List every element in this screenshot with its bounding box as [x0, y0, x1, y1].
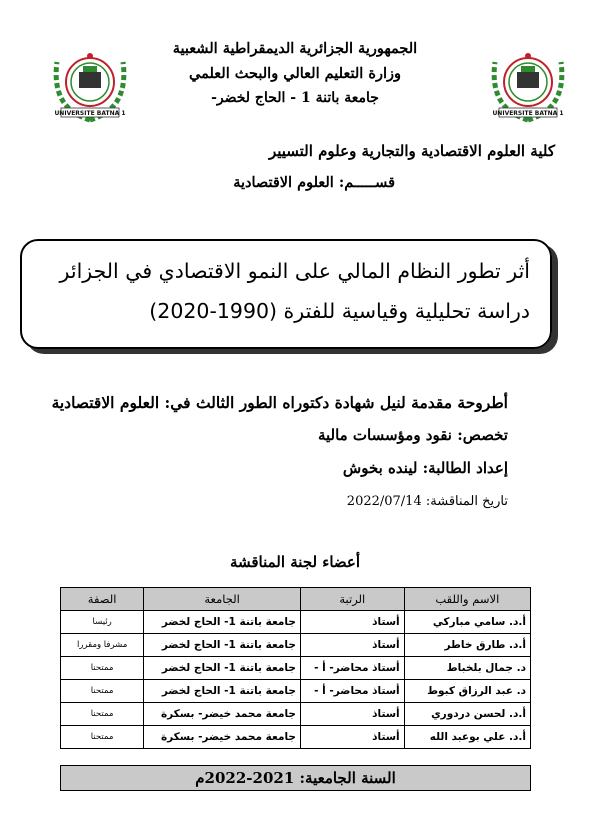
- republic-title: الجمهورية الجزائرية الديمقراطية الشعبية: [172, 40, 418, 57]
- member-name: د. جمال بلخباط: [404, 657, 530, 680]
- member-name: د. عبد الرزاق كبوط: [404, 680, 530, 703]
- academic-year: السنة الجامعية: 2021-2022م: [60, 765, 531, 791]
- column-header-role: الصفة: [61, 588, 144, 611]
- thesis-specialty: تخصص: نقود ومؤسسات مالية: [317, 426, 508, 444]
- defense-date: تاريخ المناقشة: 2022/07/14: [346, 494, 508, 509]
- member-rank: أستاذ: [300, 726, 404, 749]
- thesis-author: إعداد الطالبة: لينده بخوش: [342, 459, 508, 477]
- member-rank: أستاذ محاضر- أ -: [300, 680, 404, 703]
- table-row: [61, 657, 531, 680]
- department-name: قســـــم: العلوم الاقتصادية: [233, 174, 395, 191]
- column-header-name: الاسم واللقب: [404, 588, 530, 611]
- member-rank: أستاذ: [300, 634, 404, 657]
- member-role: ممتحنا: [61, 680, 144, 703]
- member-rank: أستاذ: [300, 611, 404, 634]
- table-header-row: [61, 588, 531, 611]
- logo-text: UNIVERSITE BATNA 1: [54, 110, 126, 117]
- member-role: مشرفا ومقررا: [61, 634, 144, 657]
- member-role: ممتحنا: [61, 657, 144, 680]
- member-university: جامعة محمد خيضر- بسكرة: [144, 703, 301, 726]
- svg-text:UNIVERSITE BATNA 1: UNIVERSITE BATNA 1: [492, 110, 564, 117]
- member-university: جامعة محمد خيضر- بسكرة: [144, 726, 301, 749]
- member-role: ممتحنا: [61, 703, 144, 726]
- member-rank: أستاذ: [300, 703, 404, 726]
- ministry-title: وزارة التعليم العالي والبحث العلمي: [189, 65, 401, 82]
- table-row: [61, 726, 531, 749]
- column-header-rank: الرتبة: [300, 588, 404, 611]
- committee-heading: أعضاء لجنة المناقشة: [229, 553, 361, 571]
- member-university: جامعة باتنة 1- الحاج لخضر: [144, 680, 301, 703]
- member-university: جامعة باتنة 1- الحاج لخضر: [144, 634, 301, 657]
- table-row: [61, 611, 531, 634]
- column-header-university: الجامعة: [144, 588, 301, 611]
- thesis-title-box: [20, 239, 552, 349]
- committee-table: [60, 587, 531, 749]
- member-name: أ.د. علي بوعبد الله: [404, 726, 530, 749]
- university-logo-right: [483, 42, 573, 124]
- table-row: [61, 703, 531, 726]
- university-logo-left: [45, 42, 135, 124]
- thesis-degree: أطروحة مقدمة لنيل شهادة دكتوراه الطور الثالث في: العلوم الاقتصادية: [51, 393, 508, 412]
- member-university: جامعة باتنة 1- الحاج لخضر: [144, 657, 301, 680]
- member-name: أ.د. طارق خاطر: [404, 634, 530, 657]
- member-role: رئيسا: [61, 611, 144, 634]
- member-university: جامعة باتنة 1- الحاج لخضر: [144, 611, 301, 634]
- table-row: [61, 680, 531, 703]
- member-role: ممتحنا: [61, 726, 144, 749]
- university-name: جامعة باتنة 1 - الحاج لخضر-: [211, 90, 379, 106]
- thesis-title: أثر تطور النظام المالي على النمو الاقتصادي في الجزائر دراسة تحليلية وقياسية للفترة (1990-2020): [59, 259, 530, 323]
- table-row: [61, 634, 531, 657]
- member-name: أ.د. سامي مباركي: [404, 611, 530, 634]
- faculty-name: كلية العلوم الاقتصادية والتجارية وعلوم التسيير: [268, 142, 555, 160]
- member-rank: أستاذ محاضر- أ -: [300, 657, 404, 680]
- member-name: أ.د. لحسن دردوري: [404, 703, 530, 726]
